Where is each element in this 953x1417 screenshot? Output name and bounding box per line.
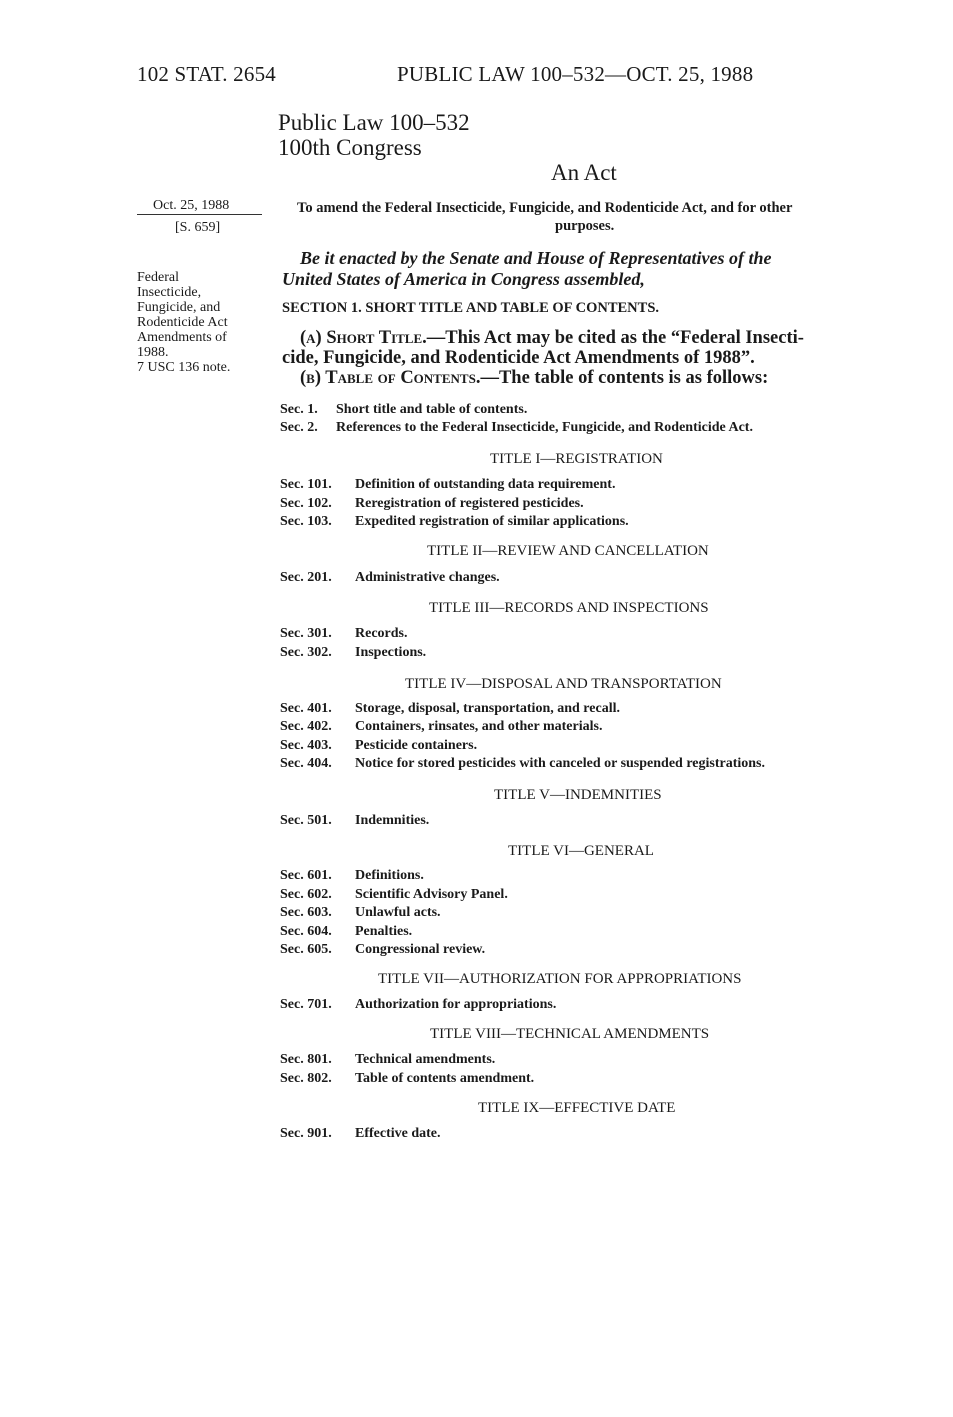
toc-entry bbox=[280, 738, 477, 754]
enacting-line: United States of America in Congress assembled, bbox=[282, 269, 645, 289]
toc-entry bbox=[280, 1071, 534, 1087]
toc-section-number: Sec. 2. bbox=[280, 420, 318, 435]
short-title-text: —This Act may be cited as the “Federal Insecti- bbox=[426, 328, 804, 348]
toc-section-number: Sec. 101. bbox=[280, 477, 332, 492]
purpose-line: To amend the Federal Insecticide, Fungicide, and Rodenticide Act, and for other bbox=[297, 200, 793, 216]
toc-text: —The table of contents is as follows: bbox=[480, 368, 769, 388]
toc-section-title: Containers, rinsates, and other materials. bbox=[355, 719, 603, 734]
toc-entry bbox=[280, 942, 485, 958]
toc-section-title: Administrative changes. bbox=[355, 570, 500, 585]
toc-entry bbox=[280, 1052, 495, 1068]
toc-section-title: Indemnities. bbox=[355, 813, 430, 828]
toc-section-number: Sec. 802. bbox=[280, 1071, 332, 1086]
toc-entry bbox=[280, 719, 602, 735]
running-title: PUBLIC LAW 100–532—OCT. 25, 1988 bbox=[397, 62, 754, 86]
margin-short-title-line: 1988. bbox=[137, 345, 169, 360]
margin-short-title-line: Fungicide, and bbox=[137, 300, 221, 315]
usc-citation: 7 USC 136 note. bbox=[137, 360, 231, 375]
toc-section-title: Definitions. bbox=[355, 868, 424, 883]
toc-section-number: Sec. 501. bbox=[280, 813, 332, 828]
toc-section-number: Sec. 701. bbox=[280, 997, 332, 1012]
margin-short-title bbox=[137, 270, 230, 375]
title-heading: TITLE VI—GENERAL bbox=[508, 843, 654, 859]
toc-entry bbox=[280, 402, 527, 418]
margin-short-title-line: Insecticide, bbox=[137, 285, 202, 300]
law-number: Public Law 100–532 bbox=[278, 110, 470, 135]
toc-entry bbox=[280, 570, 500, 586]
toc-section-title: Effective date. bbox=[355, 1126, 441, 1141]
title-heading: TITLE I—REGISTRATION bbox=[490, 451, 663, 467]
title-heading: TITLE II—REVIEW AND CANCELLATION bbox=[427, 543, 709, 559]
toc-entry bbox=[280, 924, 412, 940]
toc-entry bbox=[280, 905, 441, 921]
toc-section-number: Sec. 605. bbox=[280, 942, 332, 957]
bill-number: [S. 659] bbox=[175, 220, 221, 235]
title-heading: TITLE VII—AUTHORIZATION FOR APPROPRIATIONS bbox=[378, 971, 742, 987]
toc-section-number: Sec. 601. bbox=[280, 868, 332, 883]
short-title-text-cont: cide, Fungicide, and Rodenticide Act Amendments of 1988”. bbox=[282, 348, 755, 368]
margin-short-title-line: Amendments of bbox=[137, 330, 227, 345]
enacting-clause bbox=[282, 248, 771, 290]
toc-section-title: Table of contents amendment. bbox=[355, 1071, 535, 1086]
toc-section-title: Pesticide containers. bbox=[355, 738, 478, 753]
margin-short-title-line: Federal bbox=[137, 270, 179, 285]
title-heading: TITLE V—INDEMNITIES bbox=[494, 787, 662, 803]
toc-section-title: Scientific Advisory Panel. bbox=[355, 887, 508, 902]
enacting-line: Be it enacted by the Senate and House of Representatives of the bbox=[300, 248, 772, 268]
toc-section-title: References to the Federal Insecticide, Fungicide, and Rodenticide Act. bbox=[336, 420, 753, 435]
toc-section-title: Records. bbox=[355, 626, 408, 641]
toc-section-number: Sec. 201. bbox=[280, 570, 332, 585]
toc-section-number: Sec. 602. bbox=[280, 887, 332, 902]
toc-section-title: Unlawful acts. bbox=[355, 905, 441, 920]
title-heading: TITLE VIII—TECHNICAL AMENDMENTS bbox=[430, 1026, 710, 1042]
toc-entry bbox=[280, 420, 753, 436]
margin-short-title-line: Rodenticide Act bbox=[137, 315, 228, 330]
toc-section-number: Sec. 301. bbox=[280, 626, 332, 641]
toc-section-title: Short title and table of contents. bbox=[336, 402, 528, 417]
toc-section-number: Sec. 102. bbox=[280, 496, 332, 511]
page-reference: 102 STAT. 2654 bbox=[137, 62, 276, 86]
toc-section-number: Sec. 401. bbox=[280, 701, 332, 716]
toc-entry bbox=[280, 813, 429, 829]
toc-section-title: Penalties. bbox=[355, 924, 413, 939]
toc-entry bbox=[280, 756, 765, 772]
toc-section-number: Sec. 901. bbox=[280, 1126, 332, 1141]
toc-section-title: Reregistration of registered pesticides. bbox=[355, 496, 584, 511]
title-heading: TITLE III—RECORDS AND INSPECTIONS bbox=[429, 600, 709, 616]
toc-entry bbox=[280, 868, 424, 884]
toc-section-title: Definition of outstanding data requirement. bbox=[355, 477, 616, 492]
purpose-line: purposes. bbox=[555, 218, 615, 234]
toc-entry bbox=[280, 887, 508, 903]
toc-section-number: Sec. 103. bbox=[280, 514, 332, 529]
toc-entry bbox=[280, 514, 629, 530]
toc-section-title: Congressional review. bbox=[355, 942, 486, 957]
toc-entry bbox=[280, 626, 408, 642]
congress-label: 100th Congress bbox=[278, 135, 422, 160]
toc-section-number: Sec. 302. bbox=[280, 645, 332, 660]
section-heading: SECTION 1. SHORT TITLE AND TABLE OF CONTENTS. bbox=[282, 300, 660, 316]
enactment-date: Oct. 25, 1988 bbox=[153, 198, 230, 213]
toc-section-title: Notice for stored pesticides with canceled or suspended registrations. bbox=[355, 756, 765, 771]
toc-label: (b) Table of Contents. bbox=[300, 368, 481, 388]
toc-entry bbox=[280, 496, 584, 512]
margin-divider bbox=[137, 214, 262, 215]
title-heading: TITLE IV—DISPOSAL AND TRANSPORTATION bbox=[405, 676, 722, 692]
toc-section-title: Technical amendments. bbox=[355, 1052, 496, 1067]
act-label: An Act bbox=[551, 160, 617, 185]
toc-section-number: Sec. 403. bbox=[280, 738, 332, 753]
title-heading: TITLE IX—EFFECTIVE DATE bbox=[478, 1100, 676, 1116]
toc-entry bbox=[280, 1126, 441, 1142]
toc-entry bbox=[280, 477, 615, 493]
toc-section-number: Sec. 1. bbox=[280, 402, 318, 417]
toc-section-number: Sec. 801. bbox=[280, 1052, 332, 1067]
toc-entry bbox=[280, 997, 556, 1013]
short-title-label: (a) Short Title. bbox=[300, 328, 427, 348]
toc-section-title: Inspections. bbox=[355, 645, 427, 660]
short-title-paragraph bbox=[282, 328, 804, 388]
toc-section-number: Sec. 603. bbox=[280, 905, 332, 920]
toc-section-title: Storage, disposal, transportation, and recall. bbox=[355, 701, 620, 716]
toc-entry bbox=[280, 645, 426, 661]
toc-section-title: Authorization for appropriations. bbox=[355, 997, 557, 1012]
toc-section-number: Sec. 402. bbox=[280, 719, 332, 734]
toc-section-number: Sec. 604. bbox=[280, 924, 332, 939]
toc-section-number: Sec. 404. bbox=[280, 756, 332, 771]
toc-section-title: Expedited registration of similar applications. bbox=[355, 514, 629, 529]
toc-entry bbox=[280, 701, 620, 717]
